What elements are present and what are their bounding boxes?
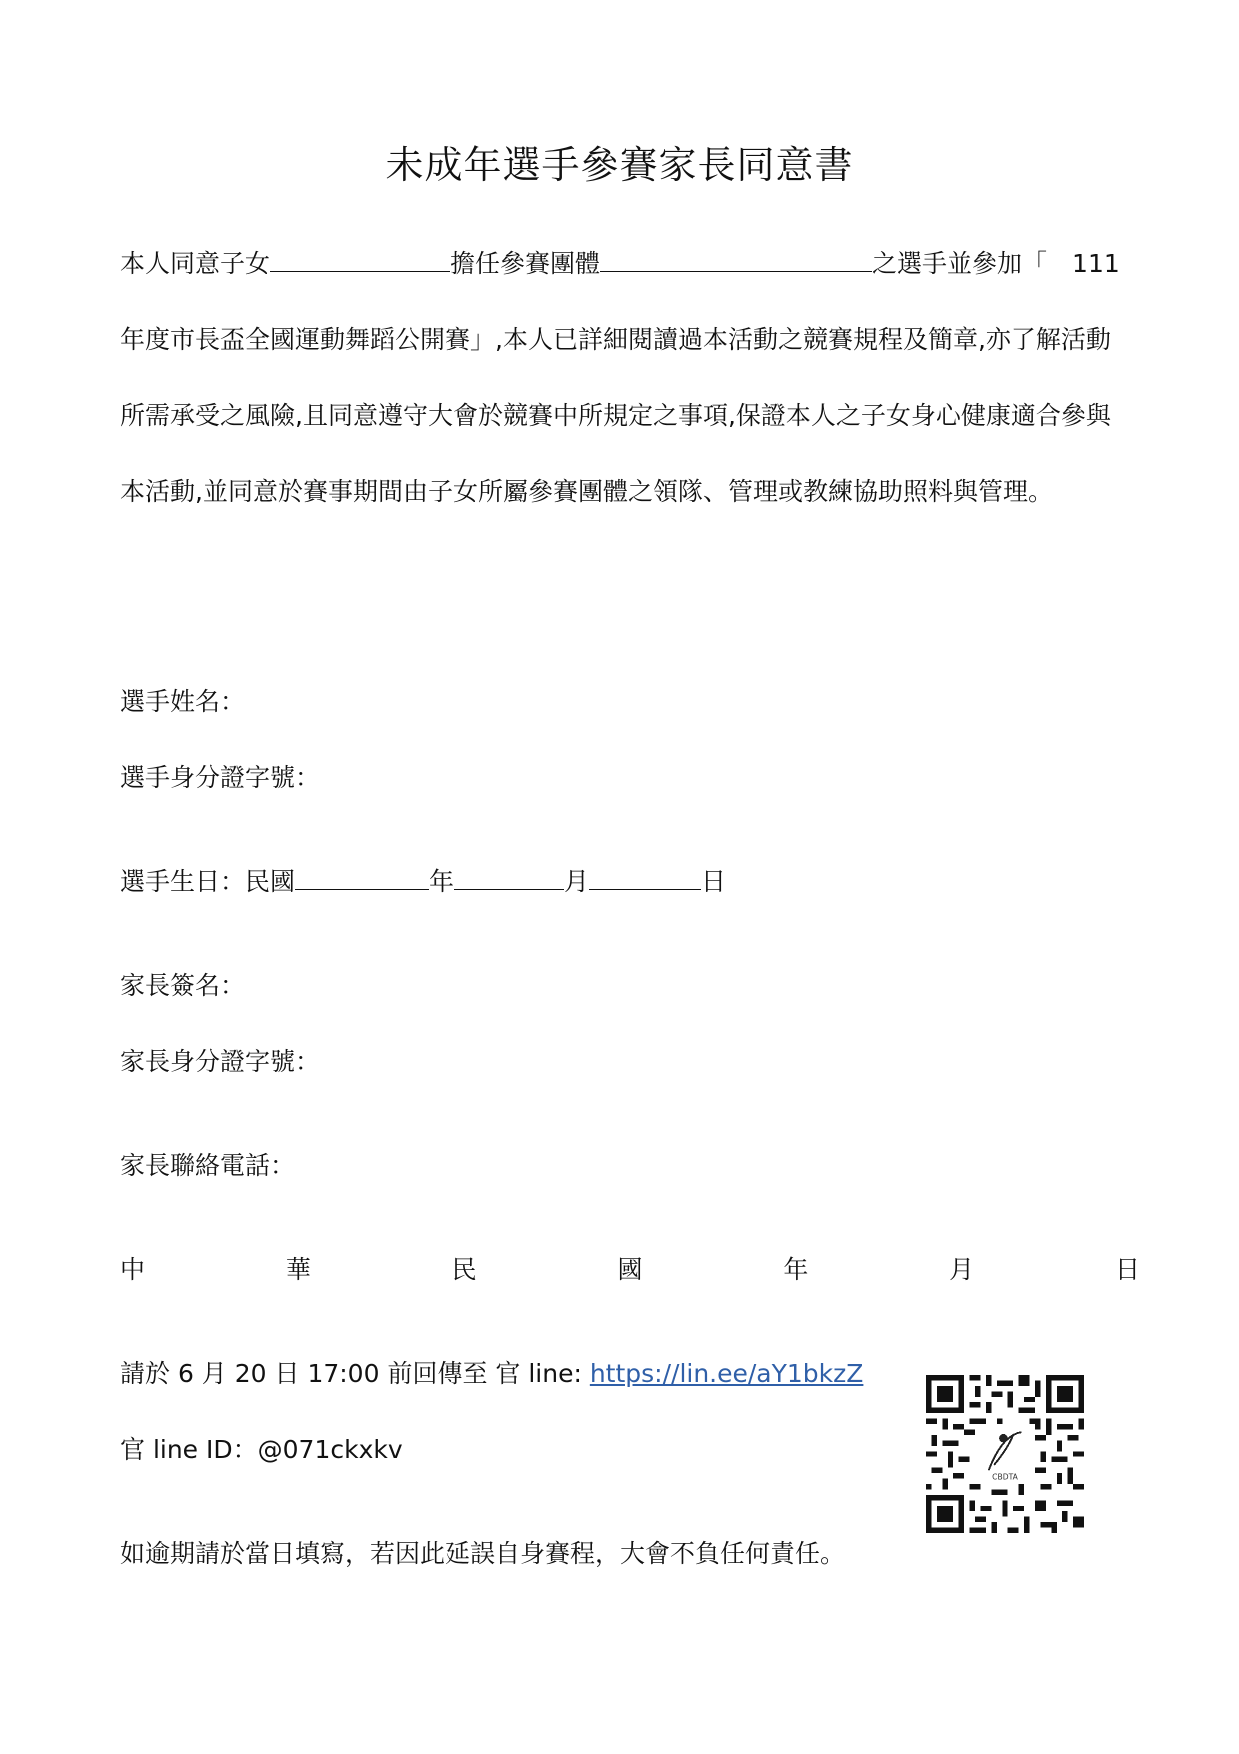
consent-text-c: 之選手並參加「 111 — [872, 249, 1120, 278]
consent-line-4: 本活動,並同意於賽事期間由子女所屬參賽團體之領隊、管理或教練協助照料與管理。 — [120, 477, 1053, 506]
birth-month-label: 月 — [564, 867, 590, 896]
player-name-field[interactable]: 選手姓名： — [120, 687, 246, 716]
consent-line-1 — [120, 244, 1120, 280]
late-warning-note: 如逾期請於當日填寫，若因此延誤自身賽程，大會不負任何責任。 — [120, 1539, 846, 1568]
player-birthday-field — [120, 862, 726, 898]
child-name-blank[interactable] — [270, 249, 450, 272]
date-day-label: 日 — [1114, 1255, 1140, 1284]
parent-phone-field[interactable]: 家長聯絡電話： — [120, 1151, 296, 1180]
date-char: 民 — [451, 1255, 477, 1284]
birth-day-blank[interactable] — [589, 867, 701, 890]
date-char: 國 — [617, 1255, 643, 1284]
birth-year-blank[interactable] — [295, 867, 429, 890]
birth-day-label: 日 — [701, 867, 727, 896]
birth-year-label: 年 — [429, 867, 455, 896]
date-char: 華 — [285, 1255, 311, 1284]
team-name-blank[interactable] — [600, 249, 872, 272]
date-month-label: 月 — [949, 1255, 975, 1284]
consent-text-b: 擔任參賽團體 — [450, 249, 601, 278]
svg-text:CBDTA: CBDTA — [992, 1472, 1018, 1482]
consent-line-3: 所需承受之風險,且同意遵守大會於競賽中所規定之事項,保證本人之子女身心健康適合參與 — [120, 401, 1111, 430]
consent-text-a: 本人同意子女 — [120, 249, 271, 278]
parent-id-field[interactable]: 家長身分證字號： — [120, 1047, 321, 1076]
deadline-note — [120, 1354, 863, 1390]
consent-line-2: 年度市長盃全國運動舞蹈公開賽」,本人已詳細閱讀過本活動之競賽規程及簡章,亦了解活動 — [120, 325, 1111, 354]
parent-signature-field[interactable]: 家長簽名： — [120, 971, 246, 1000]
line-qr-code-icon — [926, 1375, 1084, 1533]
birth-month-blank[interactable] — [454, 867, 564, 890]
date-year-label: 年 — [783, 1255, 809, 1284]
deadline-text: 請於 6 月 20 日 17:00 前回傳至 官 line: — [120, 1359, 590, 1388]
page-title: 未成年選手參賽家長同意書 — [385, 143, 854, 187]
line-id-note: 官 line ID：@071ckxkv — [120, 1435, 403, 1464]
player-birthday-label: 選手生日：民國 — [120, 867, 296, 896]
date-char: 中 — [120, 1255, 146, 1284]
player-id-field[interactable]: 選手身分證字號： — [120, 763, 321, 792]
signing-date-row — [120, 1250, 1140, 1286]
line-official-link[interactable]: https://lin.ee/aY1bkzZ — [589, 1359, 864, 1388]
